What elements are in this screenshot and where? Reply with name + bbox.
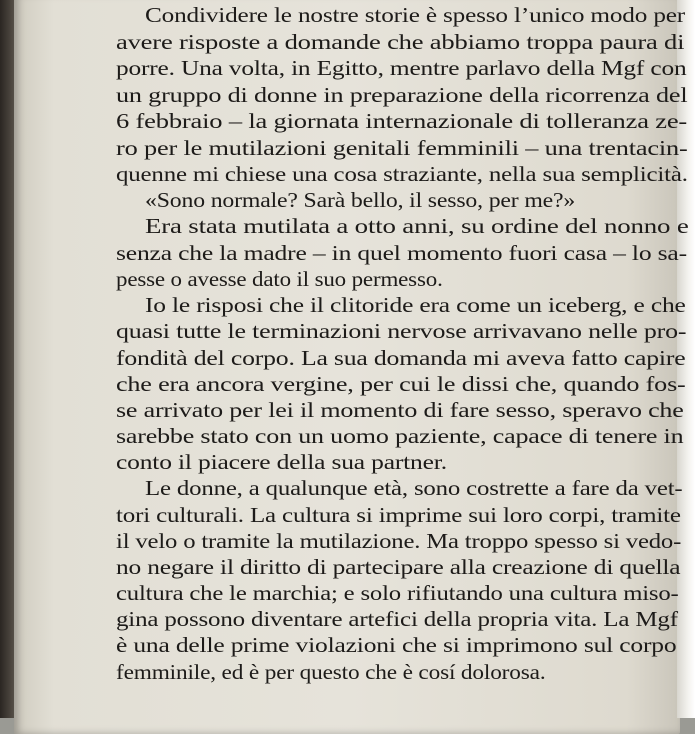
text-line: è una delle prime violazioni che si imprimono sul corpo xyxy=(116,633,677,657)
text-line: gina possono diventare artefici della propria vita. La Mgf xyxy=(116,607,678,631)
text-line: ro per le mutilazioni genitali femminili – una trentacin- xyxy=(116,136,688,160)
text-line: Era stata mutilata a otto anni, su ordine del nonno e xyxy=(145,214,689,238)
text-line: pesse o avesse dato il suo permesso. xyxy=(116,267,443,291)
text-line: Condividere le nostre storie è spesso l’unico modo per xyxy=(145,3,686,27)
text-line: avere risposte a domande che abbiamo troppa paura di xyxy=(116,30,685,54)
text-line: il velo o tramite la mutilazione. Ma troppo spesso si vedo- xyxy=(116,529,682,553)
text-line: sarebbe stato con un uomo paziente, capace di tenere in xyxy=(116,424,684,448)
text-line: cultura che le marchia; e solo rifiutando una cultura miso- xyxy=(116,581,679,605)
text-line: un gruppo di donne in preparazione della ricorrenza del xyxy=(116,83,688,107)
text-line: porre. Una volta, in Egitto, mentre parlavo della Mgf con xyxy=(116,56,687,80)
text-line: no negare il diritto di partecipare alla creazione di quella xyxy=(116,555,681,579)
text-line: quenne mi chiese una cosa straziante, nella sua semplicità. xyxy=(116,162,688,186)
text-line: conto il piacere della sua partner. xyxy=(116,450,447,474)
text-line: «Sono normale? Sarà bello, il sesso, per me?» xyxy=(145,188,576,212)
text-line: senza che la madre – in quel momento fuori casa – lo sa- xyxy=(116,241,687,265)
text-line: se arrivato per lei il momento di fare sesso, speravo che xyxy=(116,398,684,422)
text-line: Io le risposi che il clitoride era come un iceberg, e che xyxy=(145,293,686,317)
text-line: che era ancora vergine, per cui le dissi che, quando fos- xyxy=(116,372,686,396)
text-line: tori culturali. La cultura si imprime sui loro corpi, tramite xyxy=(116,503,681,527)
text-line: 6 febbraio – la giornata internazionale di tolleranza ze- xyxy=(116,109,688,133)
text-line: fondità del corpo. La sua domanda mi aveva fatto capire xyxy=(116,346,686,370)
text-line: femminile, ed è per questo che è cosí dolorosa. xyxy=(116,660,546,684)
text-line: quasi tutte le terminazioni nervose arrivavano nelle pro- xyxy=(116,319,687,343)
text-line: Le donne, a qualunque età, sono costrette a fare da vet- xyxy=(145,476,683,500)
